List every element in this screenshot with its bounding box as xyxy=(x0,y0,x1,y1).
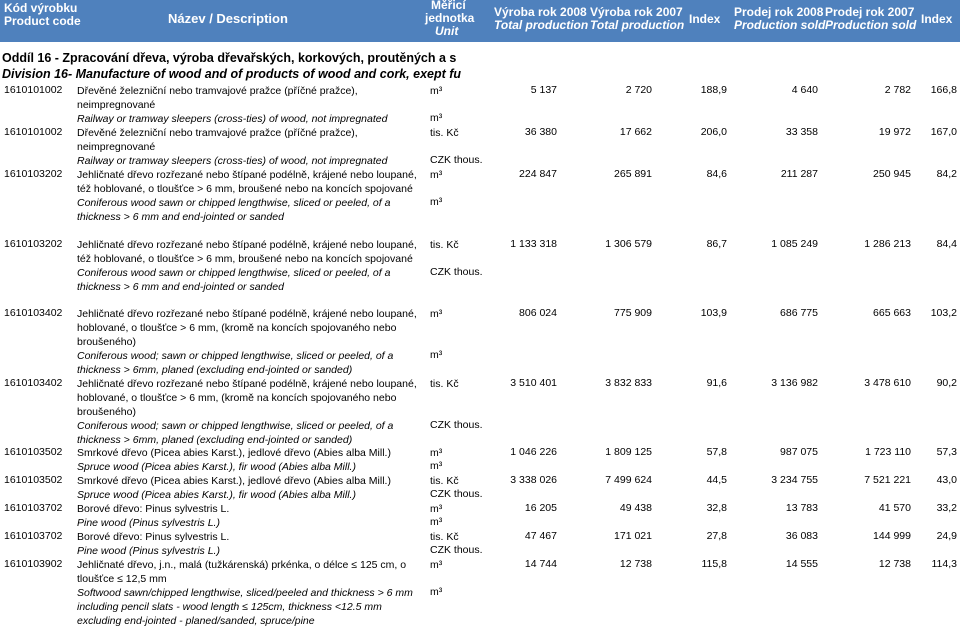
production-index: 27,8 xyxy=(706,530,727,542)
product-code: 1610101002 xyxy=(4,126,63,138)
product-code: 1610101002 xyxy=(4,84,63,96)
description-cz: Smrkové dřevo (Picea abies Karst.), jedlové dřevo (Abies alba Mill.) xyxy=(77,475,391,487)
product-description xyxy=(77,446,427,474)
header-prod2008 xyxy=(494,6,588,32)
production-2008: 3 338 026 xyxy=(510,474,557,486)
description-en: Railway or tramway sleepers (cross-ties) of wood, not impregnated xyxy=(77,155,388,167)
production-2007: 17 662 xyxy=(619,126,652,138)
production-2007: 265 891 xyxy=(614,168,652,180)
unit-en: m³ xyxy=(430,460,443,472)
sold-2008: 13 783 xyxy=(785,502,818,514)
unit-cz: tis. Kč xyxy=(430,475,459,487)
unit-en: CZK thous. xyxy=(430,488,483,500)
unit-en: CZK thous. xyxy=(430,419,483,431)
unit-en: CZK thous. xyxy=(430,154,483,166)
product-code: 1610103502 xyxy=(4,446,63,458)
sold-2007: 12 738 xyxy=(878,558,911,570)
sold-index: 24,9 xyxy=(936,530,957,542)
description-en: Coniferous wood sawn or chipped lengthwise, sliced or peeled, of a thickness > 6 mm and end-jointed or sanded xyxy=(77,197,391,223)
unit-en: m³ xyxy=(430,586,443,598)
unit-en: m³ xyxy=(430,196,443,208)
sold-2007: 2 782 xyxy=(884,84,911,96)
description-cz: Dřevěné železniční nebo tramvajové pražce (příčné pražce), neimpregnované xyxy=(77,85,358,111)
unit-cz: tis. Kč xyxy=(430,378,459,390)
section-title-cz: Oddíl 16 - Zpracování dřeva, výroba dřevařských, korkových, proutěných a s xyxy=(2,51,457,65)
product-description xyxy=(77,558,427,628)
production-2008: 224 847 xyxy=(519,168,557,180)
production-index: 32,8 xyxy=(706,502,727,514)
header-sold2008-cz: Prodej rok 2008 xyxy=(734,5,824,19)
production-index: 115,8 xyxy=(701,558,727,570)
header-prod2008-en: Total production xyxy=(494,18,589,32)
description-en: Spruce wood (Picea abies Karst.), fir wood (Abies alba Mill.) xyxy=(77,489,356,501)
production-2007: 1 809 125 xyxy=(605,446,652,458)
sold-2008: 3 136 982 xyxy=(771,377,818,389)
sold-2008: 33 358 xyxy=(785,126,818,138)
unit-cz: m³ xyxy=(430,308,443,320)
production-2007: 1 306 579 xyxy=(605,238,652,250)
header-code-en: Product code xyxy=(4,14,81,28)
production-index: 44,5 xyxy=(706,474,727,486)
production-2007: 12 738 xyxy=(619,558,652,570)
unit-cz: tis. Kč xyxy=(430,127,459,139)
sold-2008: 686 775 xyxy=(780,307,818,319)
unit-cell xyxy=(430,446,442,460)
description-cz: Borové dřevo: Pinus sylvestris L. xyxy=(77,503,230,515)
sold-2008: 3 234 755 xyxy=(771,474,818,486)
description-cz: Jehličnaté dřevo rozřezané nebo štípané podélně, krájené nebo loupané, hoblované, o tloušťce > 6 mm, (kromě na koncích spojovaného nebo broušeného) xyxy=(77,378,417,418)
header-index1: Index xyxy=(689,12,721,26)
product-description xyxy=(77,530,427,558)
production-index: 103,9 xyxy=(700,307,727,319)
unit-en: CZK thous. xyxy=(430,266,483,278)
header-unit xyxy=(425,0,474,38)
unit-en: m³ xyxy=(430,112,443,124)
header-index2: Index xyxy=(921,12,953,26)
production-2008: 14 744 xyxy=(524,558,557,570)
sold-2007: 1 286 213 xyxy=(864,238,911,250)
header-code-cz: Kód výrobku xyxy=(4,1,78,15)
header-unit-cz1: Měřicí xyxy=(431,0,466,12)
unit-en: m³ xyxy=(430,516,443,528)
sold-2007: 3 478 610 xyxy=(864,377,911,389)
description-en: Softwood sawn/chipped lengthwise, sliced/peeled and thickness > 6 mm including pencil slats - wood length ≤ 125cm, thickness <12.5 mm excluding end-jointed - planed/sanded, spruce/pine xyxy=(77,587,413,627)
sold-index: 33,2 xyxy=(936,502,957,514)
production-index: 84,6 xyxy=(706,168,727,180)
description-en: Coniferous wood; sawn or chipped lengthwise, sliced or peeled, of a thickness > 6mm, planed (excluding end-jointed or sanded) xyxy=(77,350,394,376)
product-code: 1610103402 xyxy=(4,307,63,319)
product-description xyxy=(77,502,427,530)
production-index: 188,9 xyxy=(700,84,727,96)
description-cz: Smrkové dřevo (Picea abies Karst.), jedlové dřevo (Abies alba Mill.) xyxy=(77,447,391,459)
header-unit-en: Unit xyxy=(435,24,459,38)
sold-2008: 14 555 xyxy=(785,558,818,570)
description-en: Coniferous wood sawn or chipped lengthwise, sliced or peeled, of a thickness > 6 mm and end-jointed or sanded xyxy=(77,267,391,293)
header-name: Název / Description xyxy=(168,11,288,26)
production-2008: 3 510 401 xyxy=(510,377,557,389)
production-2008: 16 205 xyxy=(524,502,557,514)
unit-cell xyxy=(430,238,459,252)
production-2007: 7 499 624 xyxy=(605,474,652,486)
production-2008: 5 137 xyxy=(530,84,557,96)
sold-2008: 4 640 xyxy=(791,84,818,96)
production-index: 206,0 xyxy=(700,126,727,138)
header-sold2007-en: Production sold xyxy=(825,18,917,32)
header-sold2008-en: Production sold xyxy=(734,18,826,32)
product-description xyxy=(77,307,427,377)
unit-cell xyxy=(430,558,442,572)
unit-cz: m³ xyxy=(430,503,443,515)
production-index: 91,6 xyxy=(706,377,727,389)
sold-2007: 250 945 xyxy=(873,168,911,180)
header-sold2008 xyxy=(734,6,825,32)
header-prod2007 xyxy=(590,6,684,32)
sold-2007: 1 723 110 xyxy=(865,446,911,458)
product-code: 1610103202 xyxy=(4,168,63,180)
sold-index: 166,8 xyxy=(930,84,957,96)
sold-2007: 19 972 xyxy=(878,126,911,138)
unit-cell xyxy=(430,530,459,544)
product-description xyxy=(77,84,427,126)
sold-index: 84,2 xyxy=(936,168,957,180)
description-cz: Borové dřevo: Pinus sylvestris L. xyxy=(77,531,230,543)
unit-cz: m³ xyxy=(430,169,443,181)
description-en: Coniferous wood; sawn or chipped lengthwise, sliced or peeled, of a thickness > 6mm, planed (excluding end-jointed or sanded) xyxy=(77,420,394,446)
header-sold2007-cz: Prodej rok 2007 xyxy=(825,5,915,19)
sold-index: 90,2 xyxy=(936,377,957,389)
unit-cz: m³ xyxy=(430,559,443,571)
production-2007: 2 720 xyxy=(625,84,652,96)
unit-cell xyxy=(430,377,459,391)
sold-2007: 41 570 xyxy=(878,502,911,514)
description-cz: Jehličnaté dřevo rozřezané nebo štípané podélně, krájené nebo loupané, též hoblované, o tloušťce > 6 mm, broušené nebo na koncích spojované xyxy=(77,169,417,195)
sold-index: 114,3 xyxy=(931,558,957,570)
unit-en: CZK thous. xyxy=(430,544,483,556)
sold-2008: 987 075 xyxy=(780,446,818,458)
production-index: 86,7 xyxy=(706,238,727,250)
sold-index: 103,2 xyxy=(930,307,957,319)
header-prod2008-cz: Výroba rok 2008 xyxy=(494,5,587,19)
unit-cell xyxy=(430,126,459,140)
product-code: 1610103902 xyxy=(4,558,63,570)
production-2008: 1 046 226 xyxy=(510,446,557,458)
product-description xyxy=(77,126,427,168)
unit-cz: m³ xyxy=(430,85,443,97)
sold-2007: 7 521 221 xyxy=(864,474,911,486)
production-index: 57,8 xyxy=(706,446,727,458)
header-unit-cz2: jednotka xyxy=(425,11,475,25)
unit-cz: m³ xyxy=(430,447,443,459)
description-en: Railway or tramway sleepers (cross-ties) of wood, not impregnated xyxy=(77,113,388,125)
product-code: 1610103402 xyxy=(4,377,63,389)
production-2008: 36 380 xyxy=(524,126,557,138)
unit-cell xyxy=(430,84,442,98)
product-description xyxy=(77,238,427,294)
sold-2007: 665 663 xyxy=(873,307,911,319)
production-2007: 49 438 xyxy=(619,502,652,514)
section-title-en: Division 16- Manufacture of wood and of products of wood and cork, exept fu xyxy=(2,67,462,81)
unit-cell xyxy=(430,307,442,321)
production-2007: 775 909 xyxy=(614,307,652,319)
description-en: Pine wood (Pinus sylvestris L.) xyxy=(77,517,220,529)
header-code xyxy=(4,2,81,28)
unit-cz: tis. Kč xyxy=(430,531,459,543)
sold-index: 43,0 xyxy=(936,474,957,486)
header-prod2007-en: Total production xyxy=(590,18,685,32)
unit-cell xyxy=(430,474,459,488)
sold-index: 57,3 xyxy=(936,446,957,458)
sold-2007: 144 999 xyxy=(873,530,911,542)
production-2008: 47 467 xyxy=(524,530,557,542)
unit-en: m³ xyxy=(430,349,443,361)
product-code: 1610103502 xyxy=(4,474,63,486)
header-prod2007-cz: Výroba rok 2007 xyxy=(590,5,683,19)
sold-index: 167,0 xyxy=(930,126,957,138)
description-cz: Jehličnaté dřevo, j.n., malá (tužkárenská) prkénka, o délce ≤ 125 cm, o tloušťce ≤ 12,5 mm xyxy=(77,559,407,585)
sold-2008: 211 287 xyxy=(780,168,818,180)
table-header xyxy=(0,0,960,42)
sold-index: 84,4 xyxy=(936,238,957,250)
product-code: 1610103702 xyxy=(4,502,63,514)
description-cz: Jehličnaté dřevo rozřezané nebo štípané podélně, krájené nebo loupané, též hoblované, o tloušťce > 6 mm, broušené nebo na koncích spojované xyxy=(77,239,417,265)
product-description xyxy=(77,377,427,447)
description-en: Spruce wood (Picea abies Karst.), fir wood (Abies alba Mill.) xyxy=(77,461,356,473)
product-code: 1610103702 xyxy=(4,530,63,542)
sold-2008: 36 083 xyxy=(785,530,818,542)
unit-cell xyxy=(430,502,442,516)
description-cz: Dřevěné železniční nebo tramvajové pražce (příčné pražce), neimpregnované xyxy=(77,127,358,153)
description-cz: Jehličnaté dřevo rozřezané nebo štípané podélně, krájené nebo loupané, hoblované, o tloušťce > 6 mm, (kromě na koncích spojovaného nebo broušeného) xyxy=(77,308,417,348)
description-en: Pine wood (Pinus sylvestris L.) xyxy=(77,545,220,557)
production-2008: 806 024 xyxy=(519,307,557,319)
unit-cz: tis. Kč xyxy=(430,239,459,251)
production-2008: 1 133 318 xyxy=(510,238,557,250)
unit-cell xyxy=(430,168,442,182)
production-2007: 3 832 833 xyxy=(605,377,652,389)
product-description xyxy=(77,474,427,502)
sold-2008: 1 085 249 xyxy=(771,238,818,250)
production-2007: 171 021 xyxy=(614,530,652,542)
product-description xyxy=(77,168,427,224)
header-sold2007 xyxy=(825,6,916,32)
product-code: 1610103202 xyxy=(4,238,63,250)
